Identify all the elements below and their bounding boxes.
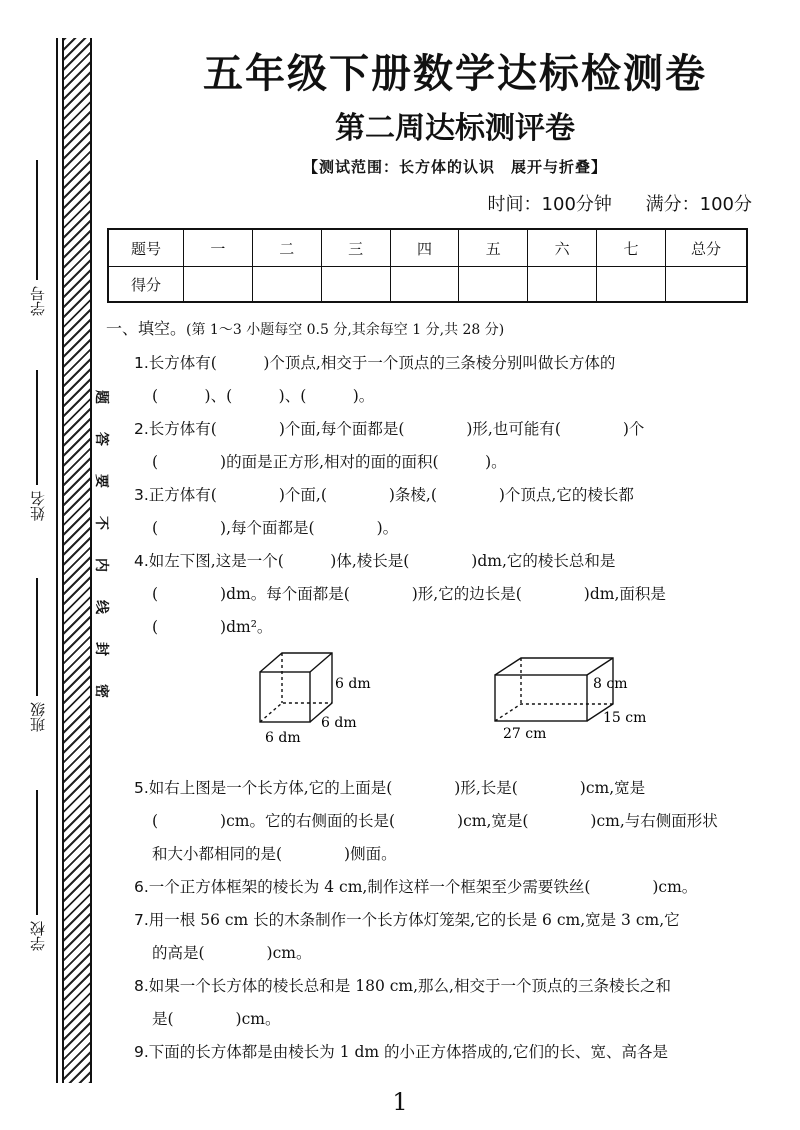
name-field <box>22 370 52 527</box>
score-header-cell: 总分 <box>666 229 748 267</box>
question-text: 正方体有( )个面,( )条棱,( )个顶点,它的棱长都 <box>148 486 634 504</box>
seal-char: 答 <box>93 432 109 446</box>
seal-char: 内 <box>93 558 109 572</box>
name-line <box>36 370 38 485</box>
question-text: 如左下图,这是一个( )体,棱长是( )dm,它的棱长总和是 <box>148 552 616 570</box>
cuboid-length-label: 27 cm <box>503 726 547 742</box>
class-line <box>36 578 38 696</box>
question-text: 长方体有( )个面,每个面都是( )形,也可能有( )个 <box>148 420 645 438</box>
school-field <box>22 790 52 957</box>
seal-char: 题 <box>93 390 109 404</box>
score-table-score-row <box>108 267 747 303</box>
question-text: ( ),每个面都是( )。 <box>152 519 399 537</box>
question-number: 3. <box>134 486 149 504</box>
cube-back-edges <box>260 653 332 722</box>
question-3 <box>134 479 756 545</box>
section-heading <box>106 316 756 339</box>
score-cell[interactable] <box>666 267 748 303</box>
question-number: 2. <box>134 420 149 438</box>
exam-subtitle: 第二周达标测评卷 <box>335 111 575 146</box>
score-cell[interactable] <box>184 267 253 303</box>
student-id-label: 学号 <box>28 286 47 316</box>
full-score: 满分：100分 <box>645 194 752 215</box>
question-number: 8. <box>134 977 149 995</box>
score-table <box>107 228 748 303</box>
school-label: 学校 <box>28 921 47 951</box>
class-label: 班级 <box>28 702 47 732</box>
question-7 <box>134 904 756 970</box>
score-header-cell: 五 <box>459 229 528 267</box>
question-number: 7. <box>134 911 149 929</box>
cuboid-hidden-bottom <box>495 704 613 721</box>
time-limit: 时间：100分钟 <box>487 194 612 215</box>
question-5 <box>134 772 756 871</box>
question-text: ( )dm。每个面都是( )形,它的边长是( )dm,面积是 <box>152 585 666 603</box>
student-id-field <box>22 160 52 322</box>
question-text: 用一根 56 cm 长的木条制作一个长方体灯笼架,它的长是 6 cm,宽是 3 cm,它 <box>148 911 680 929</box>
question-9 <box>134 1036 756 1069</box>
binding-margin <box>0 0 110 1130</box>
cube-width-label: 6 dm <box>265 730 301 745</box>
question-text: ( )dm²。 <box>152 618 273 636</box>
time-info <box>460 190 752 216</box>
question-6 <box>134 871 756 904</box>
cuboid-top-edge <box>587 658 613 675</box>
school-line <box>36 790 38 915</box>
section-note: (第 1～3 小题每空 0.5 分,其余每空 1 分,共 28 分) <box>186 322 505 338</box>
score-header-cell: 一 <box>184 229 253 267</box>
cube-depth-label: 6 dm <box>321 715 357 731</box>
seal-char: 不 <box>93 516 109 530</box>
question-number: 6. <box>134 878 149 896</box>
cube-top-edge <box>310 653 332 672</box>
question-number: 1. <box>134 354 149 372</box>
seal-char: 封 <box>93 642 109 656</box>
question-text: 一个正方体框架的棱长为 4 cm,制作这样一个框架至少需要铁丝( )cm。 <box>148 878 698 896</box>
solid-figures <box>255 650 655 745</box>
seal-char: 要 <box>93 474 109 488</box>
exam-title: 五年级下册数学达标检测卷 <box>203 51 707 97</box>
question-1 <box>134 347 756 413</box>
cube-figure <box>260 653 332 722</box>
test-scope: 【测试范围：长方体的认识 展开与折叠】 <box>302 158 607 176</box>
question-number: 5. <box>134 779 149 797</box>
question-2 <box>134 413 756 479</box>
question-text: 和大小都相同的是( )侧面。 <box>152 845 397 863</box>
score-cell[interactable] <box>528 267 597 303</box>
score-header-cell: 四 <box>390 229 459 267</box>
question-text: ( )cm。它的右侧面的长是( )cm,宽是( )cm,与右侧面形状 <box>152 812 718 830</box>
question-text: 长方体有( )个顶点,相交于一个顶点的三条棱分别叫做长方体的 <box>148 354 616 372</box>
seal-char: 密 <box>93 684 109 698</box>
cube-front-face <box>260 672 310 722</box>
question-text: 如右上图是一个长方体,它的上面是( )形,长是( )cm,宽是 <box>148 779 646 797</box>
score-cell[interactable] <box>390 267 459 303</box>
question-text: ( )、( )、( )。 <box>152 387 375 405</box>
score-cell[interactable] <box>459 267 528 303</box>
question-8 <box>134 970 756 1036</box>
question-text: 的高是( )cm。 <box>152 944 312 962</box>
score-cell[interactable] <box>252 267 321 303</box>
score-cell[interactable] <box>597 267 666 303</box>
score-table-header-row <box>108 229 747 267</box>
cuboid-depth-label: 15 cm <box>603 710 647 726</box>
score-header-cell: 三 <box>321 229 390 267</box>
score-header-cell: 二 <box>252 229 321 267</box>
question-text: 下面的长方体都是由棱长为 1 dm 的小正方体搭成的,它们的长、宽、高各是 <box>148 1043 668 1061</box>
name-label: 姓名 <box>28 491 47 521</box>
student-id-line <box>36 160 38 280</box>
page-number: 1 <box>392 1088 408 1116</box>
question-number: 4. <box>134 552 149 570</box>
score-header-cell: 七 <box>597 229 666 267</box>
cuboid-height-label: 8 cm <box>593 676 628 692</box>
question-number: 9. <box>134 1043 149 1061</box>
score-cell[interactable] <box>321 267 390 303</box>
section-title: 一、填空。 <box>106 319 187 338</box>
question-text: ( )的面是正方形,相对的面的面积( )。 <box>152 453 507 471</box>
class-field <box>22 578 52 738</box>
score-header-cell: 六 <box>528 229 597 267</box>
question-4 <box>134 545 756 644</box>
question-text: 如果一个长方体的棱长总和是 180 cm,那么,相交于一个顶点的三条棱长之和 <box>148 977 671 995</box>
seal-char: 线 <box>93 600 109 614</box>
cube-height-label: 6 dm <box>335 676 371 692</box>
cuboid-front-face <box>495 675 587 721</box>
binding-border-line <box>56 38 58 1083</box>
question-text: 是( )cm。 <box>152 1010 281 1028</box>
score-header-cell: 题号 <box>108 229 184 267</box>
score-row-label: 得分 <box>108 267 184 303</box>
